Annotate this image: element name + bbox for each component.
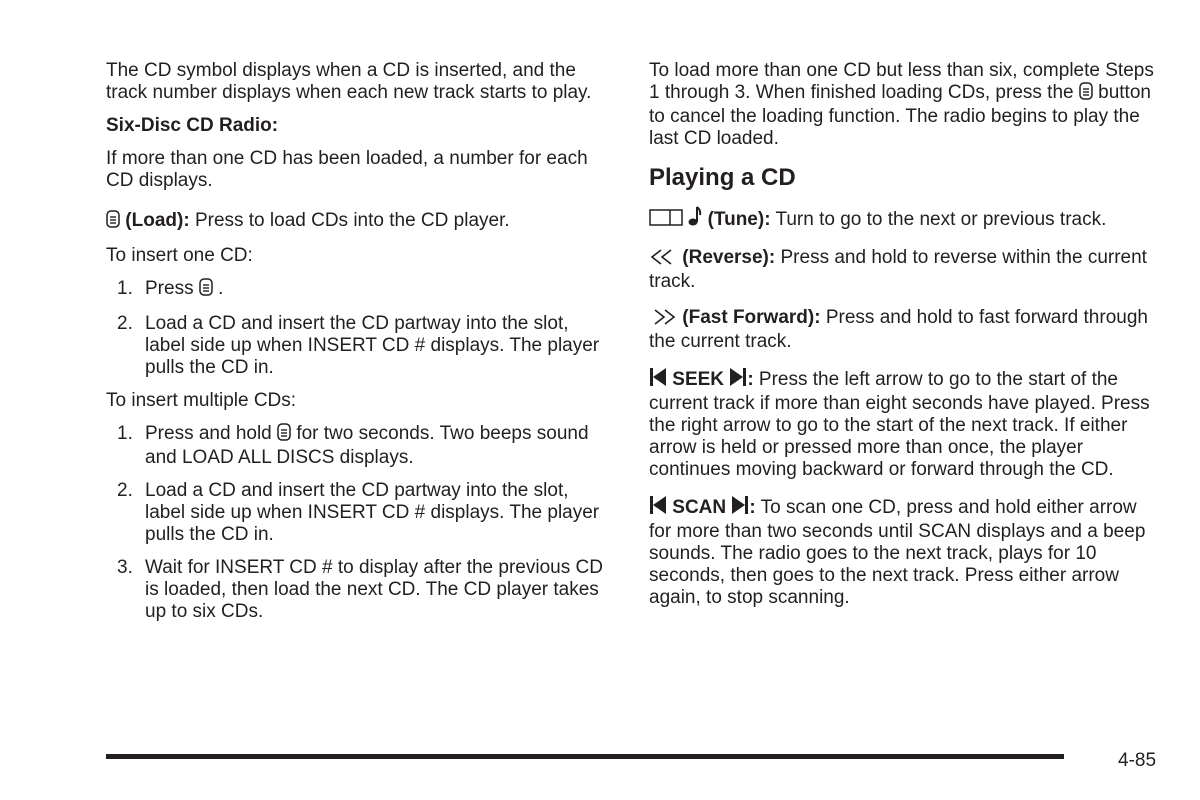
insert-multi-steps [106, 423, 606, 623]
cd-symbol-paragraph: The CD symbol displays when a CD is inserted, and the track number displays when each new track starts to play. [106, 60, 592, 103]
seek-forward-icon [729, 367, 747, 393]
load-icon [106, 210, 120, 234]
page-number: 4-85 [1118, 750, 1157, 771]
reverse-icon [649, 249, 677, 271]
list-item [106, 278, 606, 302]
seek-forward-icon [731, 495, 749, 521]
load-more-text-end: button to cancel the loading function. The radio begins to play the last CD loaded. [649, 82, 1151, 149]
reverse-text: Press and hold to reverse within the current track. [649, 247, 1147, 292]
load-icon [1079, 82, 1093, 106]
step-text: Load a CD and insert the CD partway into the slot, label side up when INSERT CD # displays. The player pulls the CD in. [145, 480, 600, 545]
seek-colon: : [747, 369, 754, 390]
step-text: Load a CD and insert the CD partway into the slot, label side up when INSERT CD # displays. The player pulls the CD in. [145, 313, 600, 378]
load-more-text: To load more than one CD but less than six, complete Steps 1 through 3. When finished loading CDs, press the [649, 60, 1154, 103]
multi-cd-paragraph: If more than one CD has been loaded, a number for each CD displays. [106, 148, 588, 191]
seek-paragraph [649, 367, 1159, 481]
load-paragraph [106, 210, 606, 234]
step-text: Press and hold [145, 423, 272, 444]
seek-back-icon [649, 495, 667, 521]
insert-one-intro: To insert one CD: [106, 245, 253, 266]
load-icon [277, 423, 291, 447]
step-text: for two seconds. Two beeps sound and LOAD ALL DISCS displays. [145, 423, 589, 468]
scan-colon: : [749, 497, 756, 518]
load-text: Press to load CDs into the CD player. [194, 210, 510, 231]
list-item [106, 480, 606, 546]
reverse-paragraph [649, 247, 1159, 293]
step-number: 3. [117, 557, 133, 578]
scan-label: SCAN [672, 497, 727, 518]
fast-forward-text: Press and hold to fast forward through the current track. [649, 307, 1148, 352]
seek-text: Press the left arrow to go to the start of the current track if more than eight seconds have played. Press the right arrow to go to the start of the next track. If either arrow is held or pressed more than once, the player continues moving backward or forward through the CD. [649, 369, 1150, 480]
tune-label: (Tune): [707, 209, 771, 230]
step-number: 1. [117, 278, 133, 299]
tune-knob-icon [649, 207, 683, 233]
tune-text: Turn to go to the next or previous track. [775, 209, 1107, 230]
step-number: 2. [117, 313, 133, 334]
section-heading: Playing a CD [649, 164, 796, 191]
fast-forward-icon [649, 309, 677, 331]
step-text: Wait for INSERT CD # to display after the previous CD is loaded, then load the next CD. The CD player takes up to six CDs. [145, 557, 603, 622]
seek-back-icon [649, 367, 667, 393]
step-number: 1. [117, 423, 133, 444]
left-column [106, 60, 606, 634]
music-note-icon [688, 205, 702, 233]
tune-paragraph [649, 205, 1159, 233]
footer-rule [106, 754, 1064, 759]
load-more-paragraph [649, 60, 1159, 150]
list-item [106, 423, 606, 469]
six-disc-heading: Six-Disc CD Radio: [106, 115, 279, 136]
reverse-label: (Reverse): [682, 247, 776, 268]
load-label: (Load): [125, 210, 190, 231]
fast-forward-label: (Fast Forward): [682, 307, 821, 328]
right-column [649, 60, 1159, 620]
list-item [106, 557, 606, 623]
seek-label: SEEK [672, 369, 725, 390]
load-icon [199, 278, 213, 302]
scan-paragraph [649, 495, 1159, 609]
step-text: . [218, 278, 224, 299]
insert-multi-intro: To insert multiple CDs: [106, 390, 297, 411]
step-number: 2. [117, 480, 133, 501]
fast-forward-paragraph [649, 307, 1159, 353]
scan-text: To scan one CD, press and hold either arrow for more than two seconds until SCAN displays and a beep sounds. The radio goes to the next track, plays for 10 seconds, then goes to the next track. Press either arrow again, to stop scanning. [649, 497, 1146, 608]
step-text: Press [145, 278, 194, 299]
insert-one-steps [106, 278, 606, 379]
list-item [106, 313, 606, 379]
